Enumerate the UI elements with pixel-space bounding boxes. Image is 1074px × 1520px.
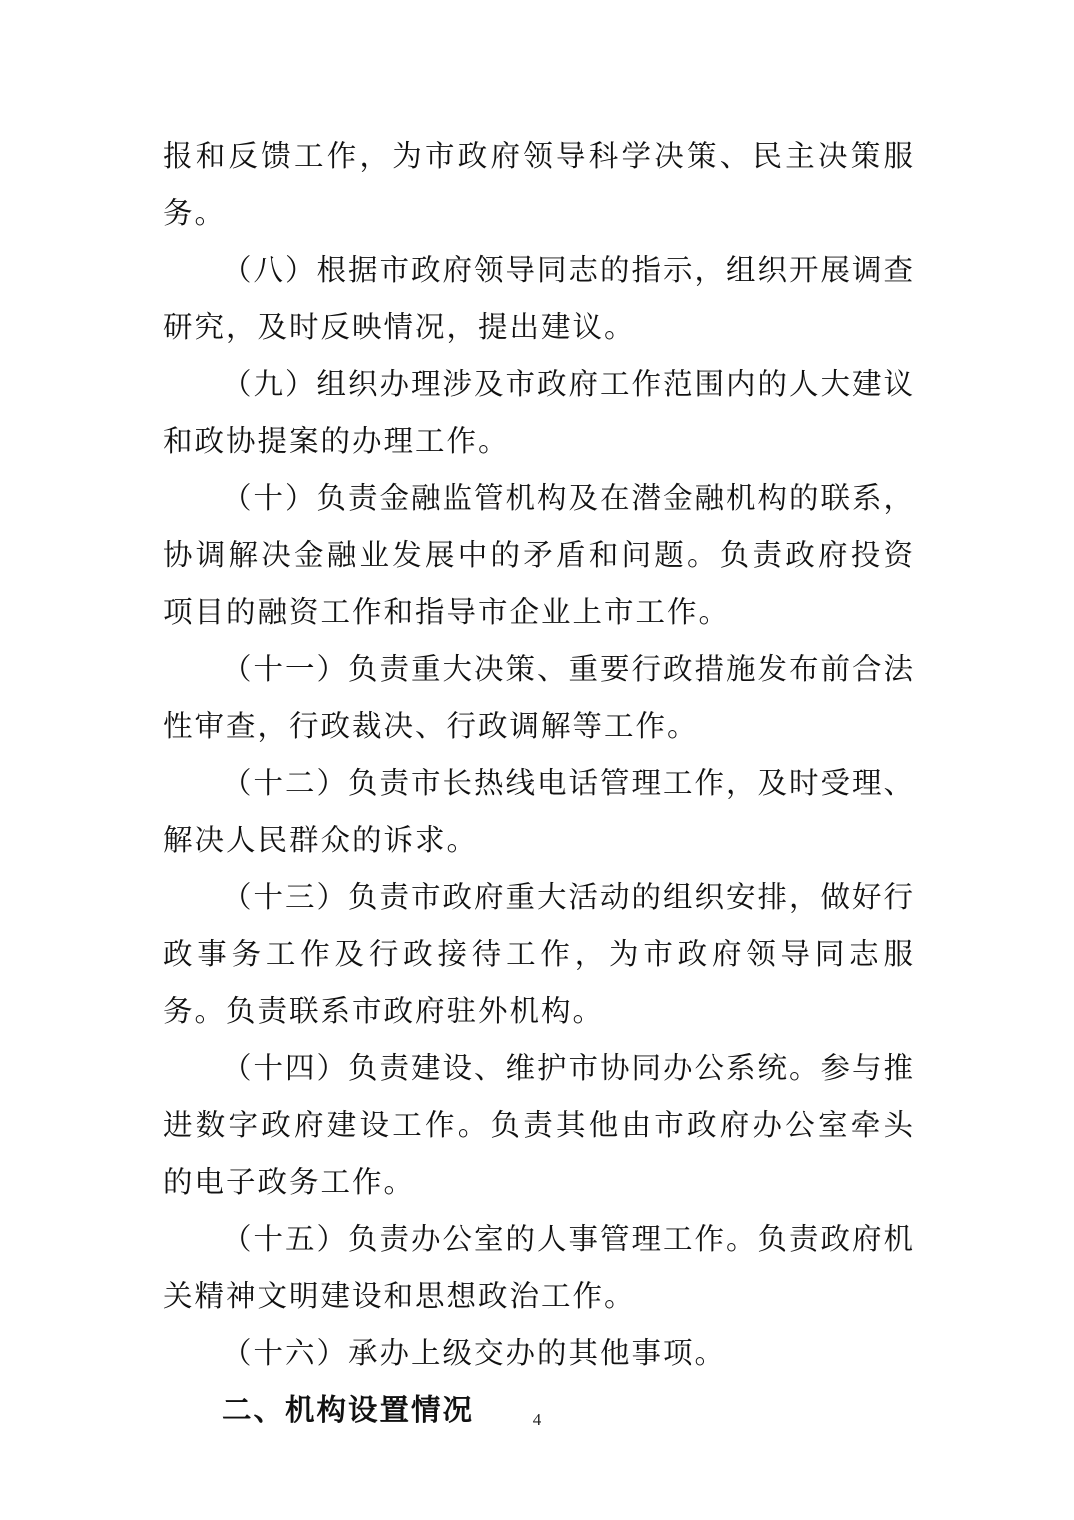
page-number: 4	[532, 1410, 542, 1429]
document-body	[163, 128, 915, 1439]
paragraph-item-15: （十五）负责办公室的人事管理工作。负责政府机关精神文明建设和思想政治工作。	[163, 1222, 916, 1313]
paragraph-item-12: （十二）负责市长热线电话管理工作，及时受理、解决人民群众的诉求。	[163, 766, 916, 857]
section-heading: 二、机构设置情况	[222, 1393, 475, 1427]
paragraph-item-9: （九）组织办理涉及市政府工作范围内的人大建议和政协提案的办理工作。	[163, 367, 916, 458]
paragraph-item-16: （十六）承办上级交办的其他事项。	[222, 1336, 727, 1370]
paragraph-item-11: （十一）负责重大决策、重要行政措施发布前合法性审查，行政裁决、行政调解等工作。	[163, 652, 916, 743]
paragraph-item-8: （八）根据市政府领导同志的指示，组织开展调查研究，及时反映情况，提出建议。	[163, 253, 916, 344]
paragraph-item-13: （十三）负责市政府重大活动的组织安排，做好行政事务工作及行政接待工作，为市政府领导同志服务。负责联系市政府驻外机构。	[163, 880, 916, 1028]
paragraph-continuation: 报和反馈工作，为市政府领导科学决策、民主决策服务。	[163, 139, 915, 230]
paragraph-item-14: （十四）负责建设、维护市协同办公系统。参与推进数字政府建设工作。负责其他由市政府办公室牵头的电子政务工作。	[163, 1051, 916, 1199]
paragraph-item-10: （十）负责金融监管机构及在潜金融机构的联系，协调解决金融业发展中的矛盾和问题。负责政府投资项目的融资工作和指导市企业上市工作。	[163, 481, 916, 629]
